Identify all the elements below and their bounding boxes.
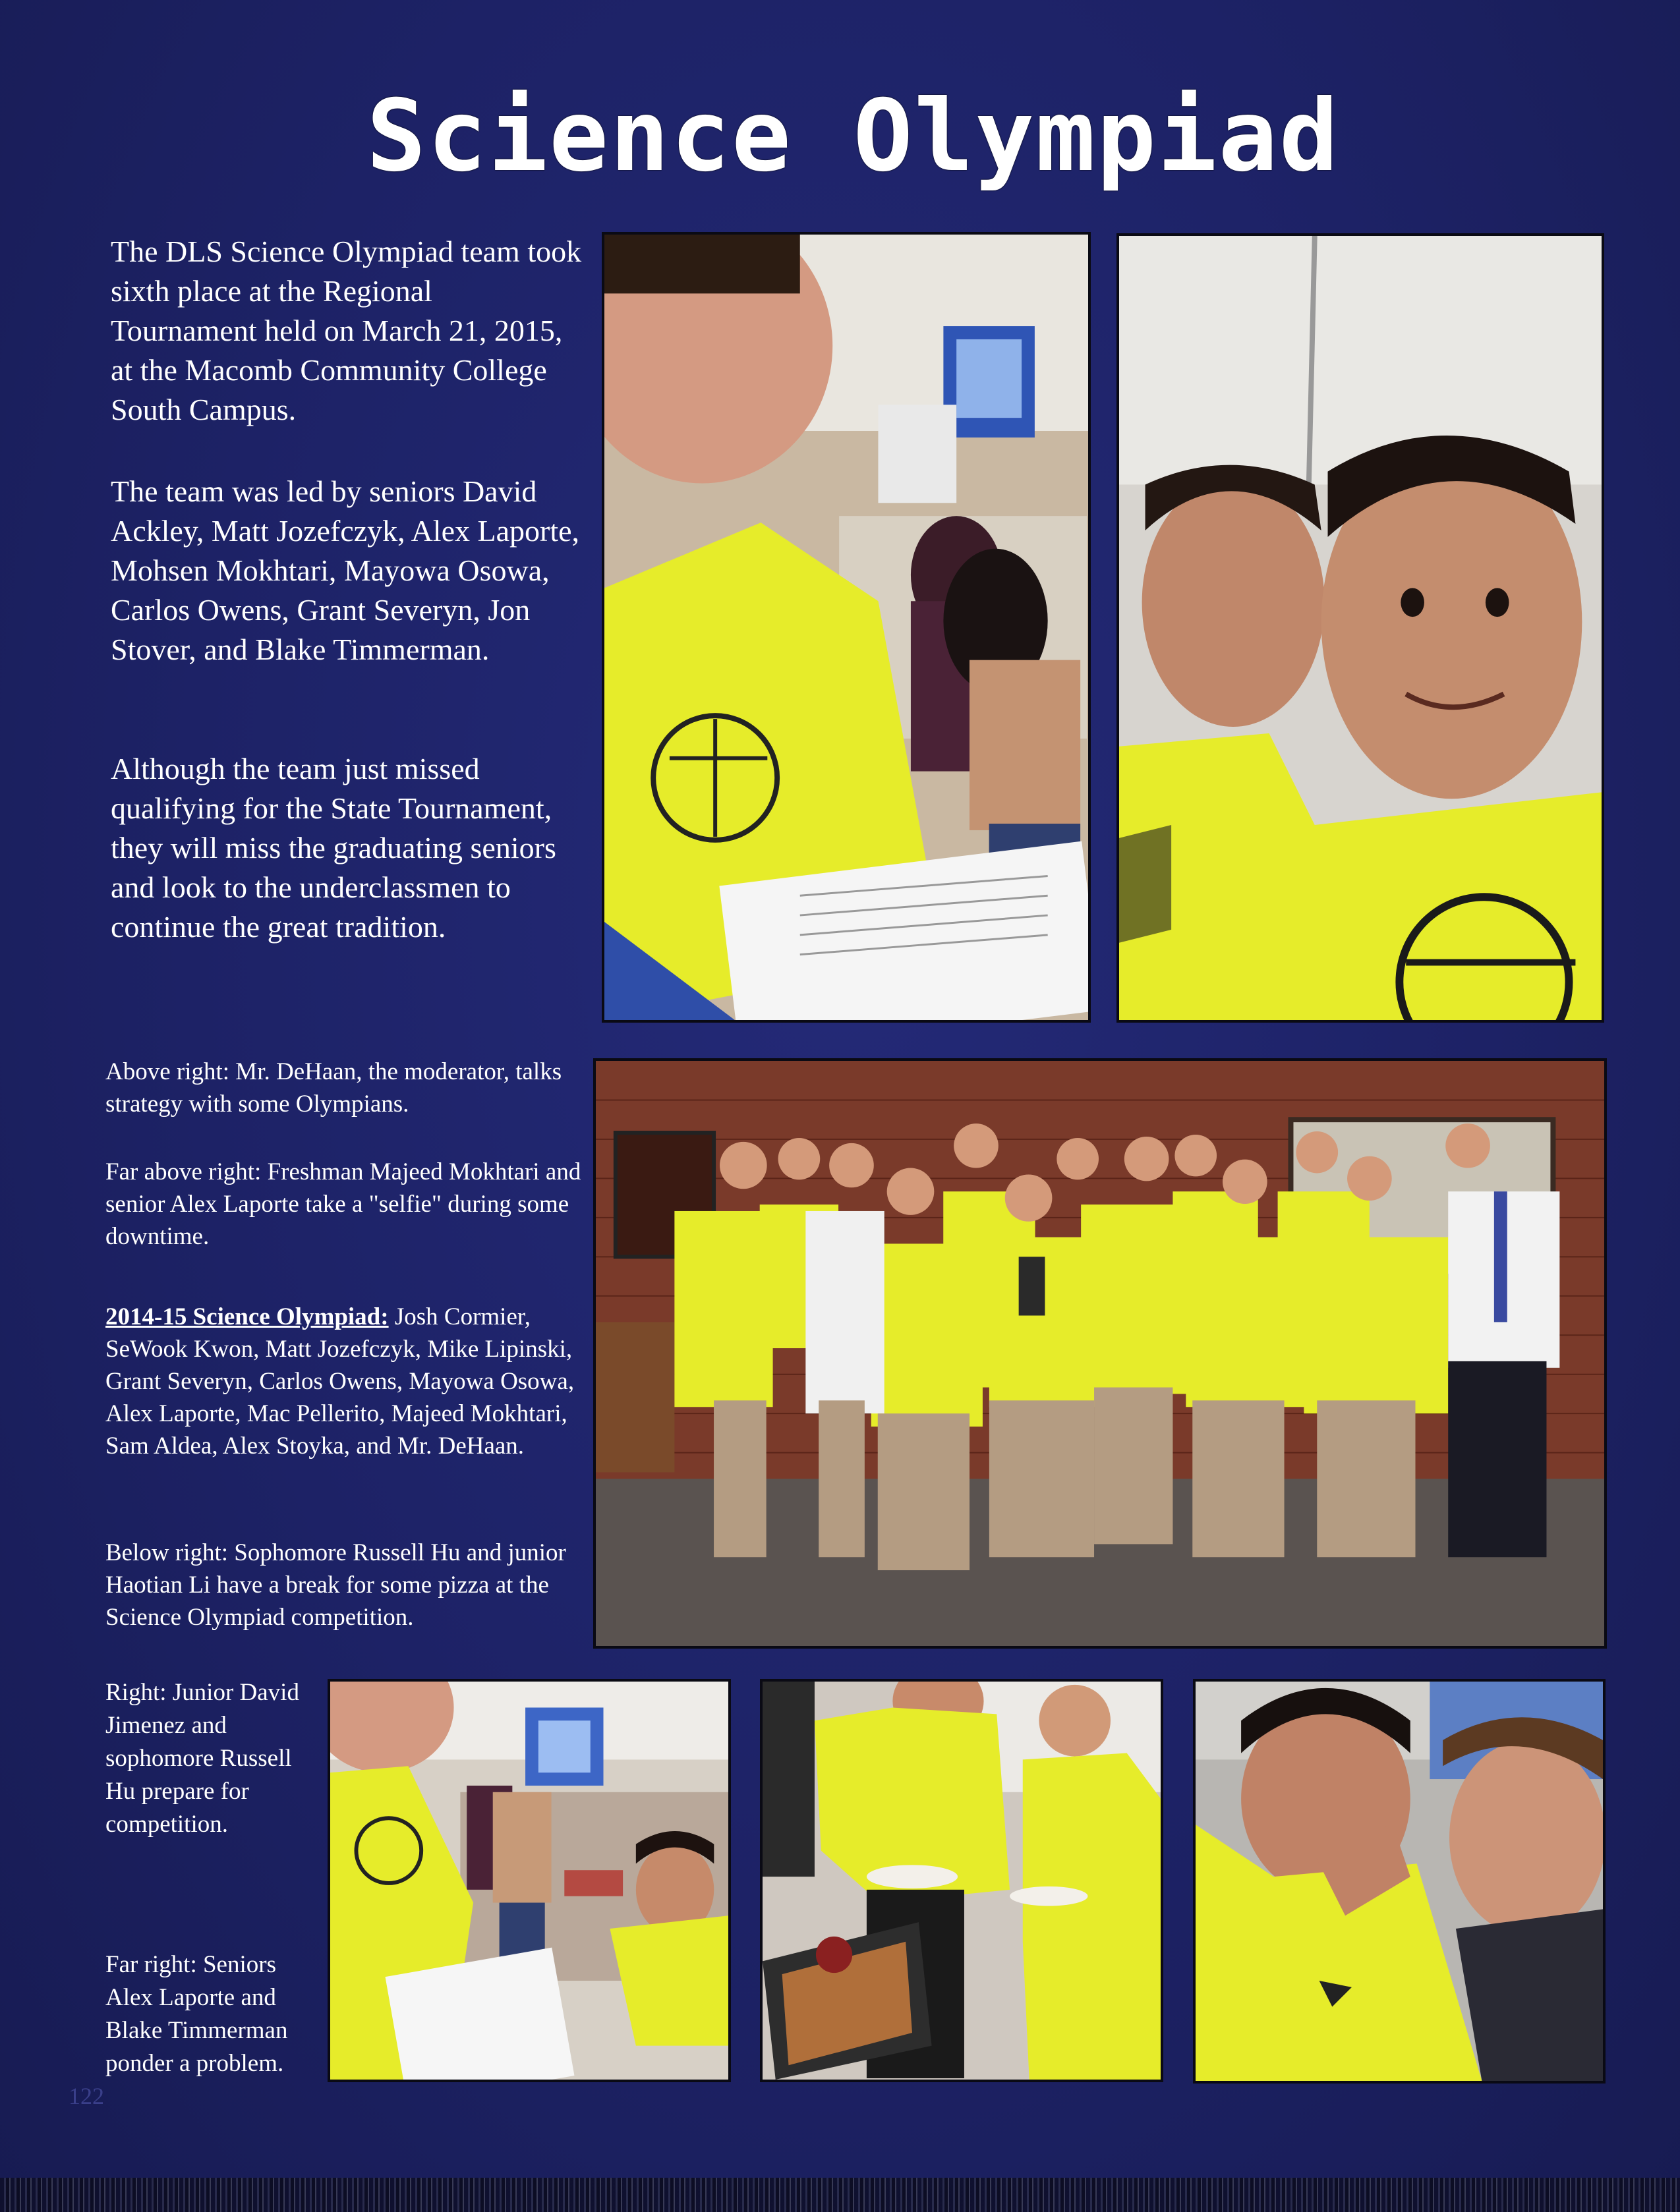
photo-selfie [1116,233,1604,1023]
intro-paragraph-2: The team was led by seniors David Ackley, Matt Jozefczyk, Alex Laporte, Mohsen Mokhtari, Mayowa Osowa, Carlos Owens, Grant Severyn, Jon Stover, and Blake Timmerman. [111,474,580,666]
page-number: 122 [69,2083,104,2109]
intro-paragraph-3: Although the team just missed qualifying for the State Tournament, they will miss the graduating seniors and look to the underclassmen to continue the great tradition. [111,752,556,944]
photo-team-group [593,1058,1607,1649]
caption-far-right: Far right: Seniors Alex Laporte and Blake Timmerman ponder a problem. [105,1951,288,2077]
scan-edge-strip [0,2178,1680,2212]
photo-moderator-strategy [602,232,1091,1023]
photo-pondering-problem [1193,1679,1606,2084]
intro-paragraph-1: The DLS Science Olympiad team took sixth place at the Regional Tournament held on March 21, 2015, at the Macomb Community College South Campus. [111,235,582,426]
photo-preparing-competition [328,1679,731,2082]
team-roster-label: 2014-15 Science Olympiad: [105,1303,389,1330]
page-title: Science Olympiad [366,79,1340,194]
photo-pizza-break [760,1679,1163,2082]
caption-team-roster [105,1301,593,1462]
caption-above-right: Above right: Mr. DeHaan, the moderator, talks strategy with some Olympians. [105,1058,562,1118]
caption-far-above-right: Far above right: Freshman Majeed Mokhtari and senior Alex Laporte take a "selfie" during some downtime. [105,1158,581,1250]
caption-right: Right: Junior David Jimenez and sophomore Russell Hu prepare for competition. [105,1679,299,1838]
caption-below-right: Below right: Sophomore Russell Hu and junior Haotian Li have a break for some pizza at the Science Olympiad competition. [105,1539,566,1631]
team-roster-names: Josh Cormier, SeWook Kwon, Matt Jozefczyk, Mike Lipinski, Grant Severyn, Carlos Owens, Mayowa Osowa, Alex Laporte, Mac Pellerito, Majeed Mokhtari, Sam Aldea, Alex Stoyka, and Mr. DeHaan. [105,1303,575,1460]
